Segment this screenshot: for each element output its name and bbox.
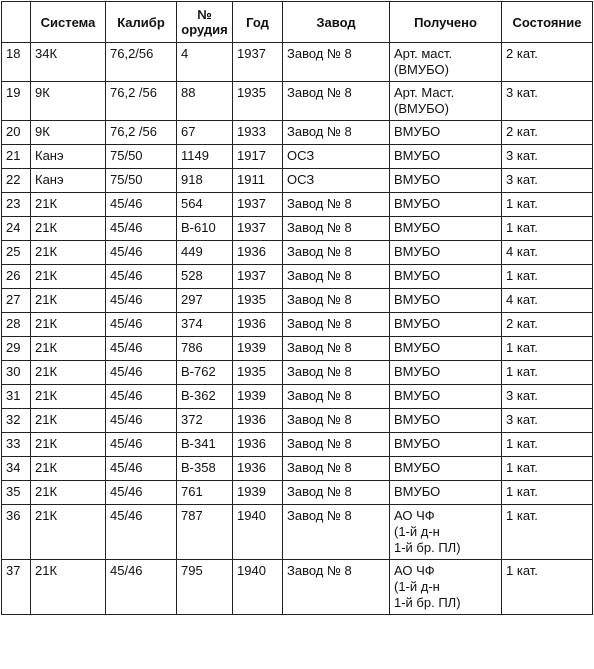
cell-gun-number: 761	[177, 481, 233, 505]
table-row	[2, 361, 593, 385]
cell-row-number: 29	[2, 337, 31, 361]
cell-received: ВМУБО	[390, 313, 502, 337]
header-row-number	[2, 2, 31, 43]
cell-year: 1937	[233, 265, 283, 289]
cell-factory: Завод № 8	[283, 361, 390, 385]
cell-caliber: 45/46	[106, 289, 177, 313]
cell-received: ВМУБО	[390, 337, 502, 361]
cell-factory: Завод № 8	[283, 560, 390, 615]
header-gun-number: № орудия	[177, 2, 233, 43]
table-row	[2, 385, 593, 409]
cell-caliber: 45/46	[106, 433, 177, 457]
cell-factory: Завод № 8	[283, 385, 390, 409]
table-row	[2, 241, 593, 265]
cell-system: 21К	[31, 457, 106, 481]
table-row	[2, 337, 593, 361]
cell-received: ВМУБО	[390, 193, 502, 217]
header-received: Получено	[390, 2, 502, 43]
cell-year: 1937	[233, 217, 283, 241]
table-row	[2, 289, 593, 313]
cell-year: 1911	[233, 169, 283, 193]
table-body	[2, 43, 593, 615]
cell-caliber: 45/46	[106, 457, 177, 481]
cell-gun-number: 372	[177, 409, 233, 433]
cell-gun-number: В-358	[177, 457, 233, 481]
cell-received: ВМУБО	[390, 145, 502, 169]
header-system: Система	[31, 2, 106, 43]
cell-row-number: 19	[2, 82, 31, 121]
cell-condition: 1 кат.	[502, 481, 593, 505]
cell-factory: Завод № 8	[283, 217, 390, 241]
cell-year: 1917	[233, 145, 283, 169]
header-condition: Состояние	[502, 2, 593, 43]
cell-year: 1937	[233, 43, 283, 82]
cell-year: 1936	[233, 457, 283, 481]
table-row	[2, 481, 593, 505]
cell-condition: 2 кат.	[502, 313, 593, 337]
cell-caliber: 75/50	[106, 169, 177, 193]
cell-year: 1936	[233, 433, 283, 457]
cell-factory: Завод № 8	[283, 457, 390, 481]
cell-received: ВМУБО	[390, 241, 502, 265]
cell-factory: Завод № 8	[283, 82, 390, 121]
cell-condition: 1 кат.	[502, 265, 593, 289]
cell-caliber: 45/46	[106, 361, 177, 385]
cell-condition: 1 кат.	[502, 217, 593, 241]
cell-gun-number: 787	[177, 505, 233, 560]
cell-caliber: 45/46	[106, 265, 177, 289]
table-row	[2, 43, 593, 82]
cell-caliber: 45/46	[106, 409, 177, 433]
cell-factory: Завод № 8	[283, 433, 390, 457]
cell-received: ВМУБО	[390, 265, 502, 289]
table-row	[2, 409, 593, 433]
cell-system: 21К	[31, 361, 106, 385]
table-row	[2, 457, 593, 481]
cell-caliber: 45/46	[106, 241, 177, 265]
cell-row-number: 32	[2, 409, 31, 433]
cell-system: Канэ	[31, 169, 106, 193]
cell-received: ВМУБО	[390, 409, 502, 433]
cell-row-number: 30	[2, 361, 31, 385]
cell-gun-number: 297	[177, 289, 233, 313]
table-row	[2, 433, 593, 457]
cell-received: ВМУБО	[390, 361, 502, 385]
table-row	[2, 560, 593, 615]
cell-gun-number: 1149	[177, 145, 233, 169]
cell-factory: ОСЗ	[283, 169, 390, 193]
cell-factory: Завод № 8	[283, 337, 390, 361]
cell-system: 9К	[31, 121, 106, 145]
cell-system: 21К	[31, 433, 106, 457]
cell-row-number: 25	[2, 241, 31, 265]
cell-condition: 4 кат.	[502, 289, 593, 313]
cell-gun-number: 4	[177, 43, 233, 82]
cell-system: 21К	[31, 289, 106, 313]
cell-received: ВМУБО	[390, 433, 502, 457]
cell-condition: 3 кат.	[502, 169, 593, 193]
cell-gun-number: 449	[177, 241, 233, 265]
cell-year: 1936	[233, 241, 283, 265]
table-row	[2, 121, 593, 145]
cell-row-number: 34	[2, 457, 31, 481]
cell-year: 1933	[233, 121, 283, 145]
cell-condition: 3 кат.	[502, 385, 593, 409]
cell-row-number: 18	[2, 43, 31, 82]
cell-gun-number: 918	[177, 169, 233, 193]
cell-gun-number: В-762	[177, 361, 233, 385]
cell-system: 21К	[31, 337, 106, 361]
cell-gun-number: В-610	[177, 217, 233, 241]
cell-system: Канэ	[31, 145, 106, 169]
cell-row-number: 37	[2, 560, 31, 615]
cell-received: ВМУБО	[390, 217, 502, 241]
cell-factory: Завод № 8	[283, 193, 390, 217]
cell-row-number: 35	[2, 481, 31, 505]
cell-received: ВМУБО	[390, 457, 502, 481]
cell-row-number: 36	[2, 505, 31, 560]
cell-caliber: 45/46	[106, 337, 177, 361]
cell-row-number: 21	[2, 145, 31, 169]
cell-factory: Завод № 8	[283, 121, 390, 145]
cell-received: ВМУБО	[390, 385, 502, 409]
cell-gun-number: 374	[177, 313, 233, 337]
cell-condition: 1 кат.	[502, 193, 593, 217]
table-row	[2, 265, 593, 289]
cell-gun-number: 564	[177, 193, 233, 217]
cell-condition: 3 кат.	[502, 409, 593, 433]
cell-factory: Завод № 8	[283, 409, 390, 433]
cell-gun-number: 67	[177, 121, 233, 145]
cell-gun-number: 528	[177, 265, 233, 289]
cell-row-number: 23	[2, 193, 31, 217]
cell-received: Арт. маст. (ВМУБО)	[390, 43, 502, 82]
cell-system: 21К	[31, 385, 106, 409]
cell-row-number: 33	[2, 433, 31, 457]
cell-year: 1940	[233, 560, 283, 615]
cell-caliber: 45/46	[106, 313, 177, 337]
cell-received: ВМУБО	[390, 289, 502, 313]
cell-caliber: 45/46	[106, 217, 177, 241]
cell-condition: 4 кат.	[502, 241, 593, 265]
cell-caliber: 45/46	[106, 385, 177, 409]
cell-system: 21К	[31, 481, 106, 505]
cell-condition: 1 кат.	[502, 560, 593, 615]
header-factory: Завод	[283, 2, 390, 43]
cell-factory: Завод № 8	[283, 43, 390, 82]
cell-caliber: 45/46	[106, 481, 177, 505]
cell-gun-number: 786	[177, 337, 233, 361]
cell-factory: Завод № 8	[283, 481, 390, 505]
cell-caliber: 76,2 /56	[106, 121, 177, 145]
cell-factory: Завод № 8	[283, 313, 390, 337]
cell-system: 34К	[31, 43, 106, 82]
cell-factory: ОСЗ	[283, 145, 390, 169]
header-year: Год	[233, 2, 283, 43]
cell-year: 1935	[233, 361, 283, 385]
cell-system: 21К	[31, 265, 106, 289]
table-row	[2, 217, 593, 241]
table-row	[2, 193, 593, 217]
cell-received: ВМУБО	[390, 481, 502, 505]
cell-row-number: 24	[2, 217, 31, 241]
cell-received: АО ЧФ (1-й д-н 1-й бр. ПЛ)	[390, 505, 502, 560]
cell-row-number: 20	[2, 121, 31, 145]
cell-received: Арт. Маст. (ВМУБО)	[390, 82, 502, 121]
cell-caliber: 76,2 /56	[106, 82, 177, 121]
table-row	[2, 145, 593, 169]
cell-system: 21К	[31, 241, 106, 265]
cell-system: 21К	[31, 313, 106, 337]
cell-factory: Завод № 8	[283, 505, 390, 560]
cell-condition: 1 кат.	[502, 361, 593, 385]
table-row	[2, 82, 593, 121]
table-row	[2, 169, 593, 193]
cell-condition: 2 кат.	[502, 43, 593, 82]
cell-condition: 1 кат.	[502, 433, 593, 457]
table-row	[2, 505, 593, 560]
cell-gun-number: 88	[177, 82, 233, 121]
cell-row-number: 22	[2, 169, 31, 193]
cell-condition: 1 кат.	[502, 337, 593, 361]
cell-system: 9К	[31, 82, 106, 121]
cell-system: 21К	[31, 217, 106, 241]
cell-row-number: 27	[2, 289, 31, 313]
cell-row-number: 31	[2, 385, 31, 409]
cell-year: 1940	[233, 505, 283, 560]
cell-year: 1936	[233, 313, 283, 337]
cell-row-number: 28	[2, 313, 31, 337]
cell-factory: Завод № 8	[283, 241, 390, 265]
cell-condition: 2 кат.	[502, 121, 593, 145]
cell-year: 1935	[233, 82, 283, 121]
cell-received: ВМУБО	[390, 121, 502, 145]
cell-gun-number: В-341	[177, 433, 233, 457]
cell-caliber: 45/46	[106, 193, 177, 217]
cell-system: 21К	[31, 409, 106, 433]
cell-condition: 3 кат.	[502, 145, 593, 169]
cell-caliber: 45/46	[106, 505, 177, 560]
table-header-row	[2, 2, 593, 43]
cell-gun-number: 795	[177, 560, 233, 615]
document-table-container	[1, 1, 593, 615]
cell-year: 1939	[233, 337, 283, 361]
guns-table	[1, 1, 593, 615]
cell-year: 1937	[233, 193, 283, 217]
cell-year: 1939	[233, 481, 283, 505]
header-caliber: Калибр	[106, 2, 177, 43]
cell-system: 21К	[31, 505, 106, 560]
cell-system: 21К	[31, 560, 106, 615]
cell-received: АО ЧФ (1-й д-н 1-й бр. ПЛ)	[390, 560, 502, 615]
cell-condition: 3 кат.	[502, 82, 593, 121]
table-row	[2, 313, 593, 337]
cell-factory: Завод № 8	[283, 289, 390, 313]
cell-year: 1936	[233, 409, 283, 433]
cell-condition: 1 кат.	[502, 505, 593, 560]
cell-system: 21К	[31, 193, 106, 217]
cell-caliber: 75/50	[106, 145, 177, 169]
cell-factory: Завод № 8	[283, 265, 390, 289]
cell-row-number: 26	[2, 265, 31, 289]
cell-caliber: 76,2/56	[106, 43, 177, 82]
cell-year: 1935	[233, 289, 283, 313]
cell-condition: 1 кат.	[502, 457, 593, 481]
cell-year: 1939	[233, 385, 283, 409]
cell-caliber: 45/46	[106, 560, 177, 615]
cell-received: ВМУБО	[390, 169, 502, 193]
cell-gun-number: В-362	[177, 385, 233, 409]
